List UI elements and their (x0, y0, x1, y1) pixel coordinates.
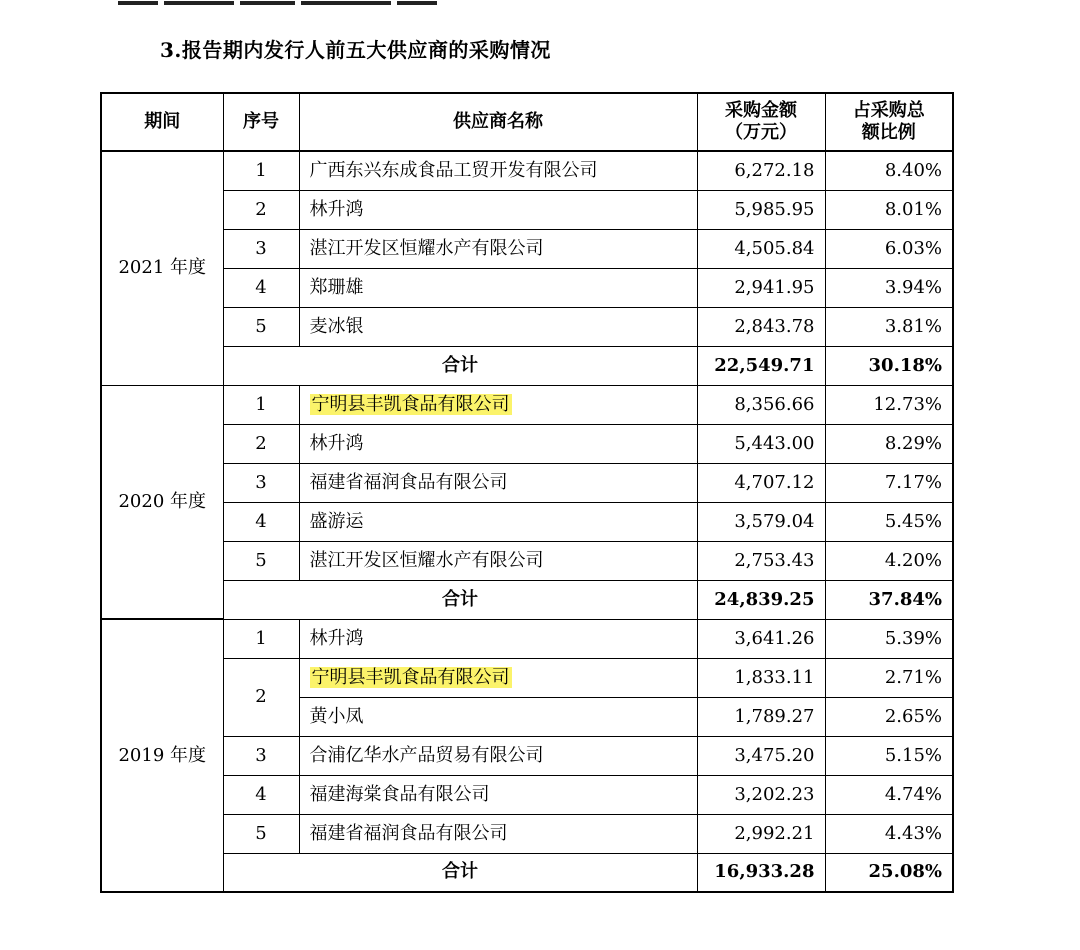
highlighted-supplier-name: 宁明县丰凯食品有限公司 (311, 393, 510, 415)
total-row (101, 580, 953, 619)
table-row (101, 736, 953, 775)
table-row (101, 775, 953, 814)
amount-cell: 3,202.23 (697, 775, 825, 814)
seq-cell: 1 (223, 619, 299, 658)
amount-cell: 3,579.04 (697, 502, 825, 541)
amount-cell: 4,505.84 (697, 229, 825, 268)
header-amount-line2: （万元） (725, 122, 797, 143)
header-ratio-line1: 占采购总 (852, 100, 925, 121)
table-row (101, 424, 953, 463)
header-period: 期间 (101, 93, 223, 151)
ratio-cell: 5.45% (825, 502, 953, 541)
header-amount (697, 93, 825, 151)
table-row (101, 619, 953, 658)
supplier-cell (299, 658, 697, 697)
total-amount: 22,549.71 (697, 346, 825, 385)
ratio-cell: 3.81% (825, 307, 953, 346)
amount-cell: 4,707.12 (697, 463, 825, 502)
amount-cell: 3,641.26 (697, 619, 825, 658)
amount-cell: 5,985.95 (697, 190, 825, 229)
table-row (101, 541, 953, 580)
ratio-cell: 4.20% (825, 541, 953, 580)
seq-cell: 5 (223, 814, 299, 853)
ratio-cell: 6.03% (825, 229, 953, 268)
header-supplier: 供应商名称 (299, 93, 697, 151)
supplier-cell: 福建海棠食品有限公司 (299, 775, 697, 814)
seq-cell: 4 (223, 775, 299, 814)
table-row (101, 658, 953, 697)
ratio-cell: 2.65% (825, 697, 953, 736)
amount-cell: 5,443.00 (697, 424, 825, 463)
table-row (101, 151, 953, 190)
supplier-cell: 福建省福润食品有限公司 (299, 814, 697, 853)
ratio-cell: 7.17% (825, 463, 953, 502)
cropped-previous-line (118, 0, 458, 6)
table-row (101, 463, 953, 502)
period-cell: 2020 年度 (101, 385, 223, 619)
seq-cell: 1 (223, 385, 299, 424)
seq-cell: 4 (223, 268, 299, 307)
amount-cell: 6,272.18 (697, 151, 825, 190)
supplier-cell: 林升鸿 (299, 619, 697, 658)
table-row (101, 307, 953, 346)
table-row (101, 814, 953, 853)
table-row (101, 502, 953, 541)
amount-cell: 2,941.95 (697, 268, 825, 307)
supplier-cell: 合浦亿华水产品贸易有限公司 (299, 736, 697, 775)
supplier-cell: 湛江开发区恒耀水产有限公司 (299, 229, 697, 268)
seq-cell: 3 (223, 463, 299, 502)
seq-cell: 2 (223, 424, 299, 463)
amount-cell: 2,992.21 (697, 814, 825, 853)
amount-cell: 2,843.78 (697, 307, 825, 346)
total-ratio: 25.08% (825, 853, 953, 892)
supplier-cell: 林升鸿 (299, 190, 697, 229)
total-row (101, 346, 953, 385)
highlighted-supplier-name: 宁明县丰凯食品有限公司 (311, 666, 510, 688)
total-label: 合计 (223, 853, 697, 892)
supplier-cell: 湛江开发区恒耀水产有限公司 (299, 541, 697, 580)
supplier-cell: 黄小凤 (299, 697, 697, 736)
total-label: 合计 (223, 580, 697, 619)
seq-cell: 5 (223, 307, 299, 346)
header-amount-line1: 采购金额 (725, 100, 797, 121)
seq-cell: 2 (223, 658, 299, 736)
ratio-cell: 3.94% (825, 268, 953, 307)
seq-cell: 3 (223, 736, 299, 775)
header-seq: 序号 (223, 93, 299, 151)
supplier-cell: 麦冰银 (299, 307, 697, 346)
supplier-purchase-table (100, 92, 954, 893)
seq-cell: 3 (223, 229, 299, 268)
table-header-row (101, 93, 953, 151)
amount-cell: 8,356.66 (697, 385, 825, 424)
amount-cell: 1,833.11 (697, 658, 825, 697)
ratio-cell: 8.40% (825, 151, 953, 190)
seq-cell: 5 (223, 541, 299, 580)
ratio-cell: 8.29% (825, 424, 953, 463)
ratio-cell: 8.01% (825, 190, 953, 229)
amount-cell: 3,475.20 (697, 736, 825, 775)
table-row (101, 190, 953, 229)
total-label: 合计 (223, 346, 697, 385)
amount-cell: 1,789.27 (697, 697, 825, 736)
period-cell: 2021 年度 (101, 151, 223, 385)
supplier-cell: 盛游运 (299, 502, 697, 541)
seq-cell: 4 (223, 502, 299, 541)
table-row (101, 385, 953, 424)
ratio-cell: 5.15% (825, 736, 953, 775)
ratio-cell: 4.74% (825, 775, 953, 814)
total-ratio: 30.18% (825, 346, 953, 385)
supplier-cell: 广西东兴东成食品工贸开发有限公司 (299, 151, 697, 190)
total-ratio: 37.84% (825, 580, 953, 619)
supplier-cell (299, 385, 697, 424)
ratio-cell: 4.43% (825, 814, 953, 853)
supplier-cell: 郑珊雄 (299, 268, 697, 307)
seq-cell: 2 (223, 190, 299, 229)
amount-cell: 2,753.43 (697, 541, 825, 580)
total-amount: 24,839.25 (697, 580, 825, 619)
table-row (101, 229, 953, 268)
supplier-cell: 林升鸿 (299, 424, 697, 463)
table-row (101, 268, 953, 307)
ratio-cell: 5.39% (825, 619, 953, 658)
period-cell: 2019 年度 (101, 619, 223, 892)
header-ratio (825, 93, 953, 151)
ratio-cell: 12.73% (825, 385, 953, 424)
supplier-cell: 福建省福润食品有限公司 (299, 463, 697, 502)
section-title: 3.报告期内发行人前五大供应商的采购情况 (160, 38, 551, 62)
seq-cell: 1 (223, 151, 299, 190)
ratio-cell: 2.71% (825, 658, 953, 697)
header-ratio-line2: 额比例 (861, 122, 916, 143)
total-row (101, 853, 953, 892)
total-amount: 16,933.28 (697, 853, 825, 892)
